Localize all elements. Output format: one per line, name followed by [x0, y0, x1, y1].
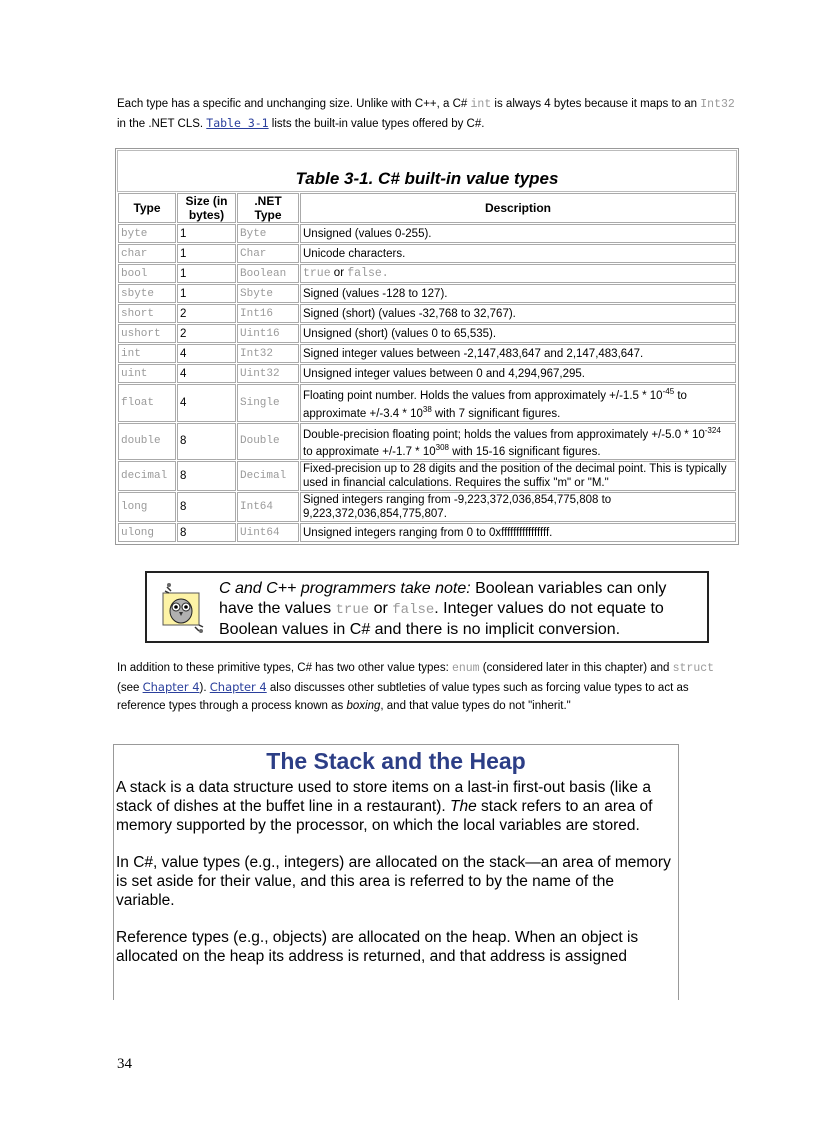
cell-type: double — [118, 423, 176, 461]
para-text: also discusses other subtleties of value types such as forcing value types to act as reference types through a process known as — [117, 682, 689, 712]
cell-type: bool — [118, 264, 176, 283]
table-row — [118, 324, 736, 343]
table-row — [118, 364, 736, 383]
header-net-type: .NET Type — [237, 193, 299, 223]
cell-size: 4 — [177, 344, 236, 363]
para-text: (see — [117, 682, 143, 694]
exponent: -45 — [662, 387, 675, 396]
cell-description: Unsigned (values 0-255). — [300, 224, 736, 243]
cell-size: 1 — [177, 264, 236, 283]
cell-type: char — [118, 244, 176, 263]
table-row — [118, 384, 736, 422]
code-false: false — [392, 602, 435, 618]
exponent: 308 — [435, 443, 450, 453]
sidebar-paragraph: In C#, value types (e.g., integers) are allocated on the stack—an area of memory is set aside for their value, and this area is referred to by the name of the variable. — [116, 854, 671, 909]
programmer-note-box — [145, 571, 709, 643]
intro-paragraph — [117, 95, 739, 133]
cell-description: Signed (short) (values -32,768 to 32,767). — [300, 304, 736, 323]
cell-type: short — [118, 304, 176, 323]
exponent: -324 — [704, 425, 721, 435]
code-enum: enum — [451, 662, 480, 675]
code-struct: struct — [672, 662, 715, 675]
cell-net-type: Char — [237, 244, 299, 263]
desc-text: with 15-16 significant figures. — [449, 446, 601, 459]
cell-type: ulong — [118, 523, 176, 542]
cell-net-type: Decimal — [237, 461, 299, 491]
cell-size: 8 — [177, 492, 236, 522]
cell-net-type: Uint16 — [237, 324, 299, 343]
cell-type: sbyte — [118, 284, 176, 303]
cell-description: Unsigned integers ranging from 0 to 0xffffffffffffffff. — [300, 523, 736, 542]
cell-net-type: Uint32 — [237, 364, 299, 383]
intro-text: lists the built-in value types offered by C#. — [268, 118, 485, 130]
note-body: or — [369, 600, 393, 617]
table-row — [118, 344, 736, 363]
table-3-1-link[interactable]: Table 3-1 — [206, 116, 269, 130]
cell-size: 8 — [177, 461, 236, 491]
cell-type: uint — [118, 364, 176, 383]
cell-description — [300, 264, 736, 283]
cell-description: Signed (values -128 to 127). — [300, 284, 736, 303]
note-text — [219, 579, 703, 640]
para-text: (considered later in this chapter) and — [479, 662, 673, 674]
code-int: int — [470, 98, 492, 111]
cell-net-type: Uint64 — [237, 523, 299, 542]
cell-size: 4 — [177, 364, 236, 383]
sidebar-paragraph — [116, 778, 676, 835]
desc-text: to approximate +/-3.4 * 10 — [303, 389, 687, 420]
desc-text: Double-precision floating point; holds the values from approximately +/-5.0 * 10 — [303, 428, 705, 441]
cell-description: Unicode characters. — [300, 244, 736, 263]
cell-type: byte — [118, 224, 176, 243]
intro-text: is always 4 bytes because it maps to an — [491, 98, 701, 110]
cell-type: ushort — [118, 324, 176, 343]
cell-net-type: Boolean — [237, 264, 299, 283]
desc-text: with 7 significant figures. — [431, 407, 561, 420]
desc-text: or — [330, 267, 348, 279]
cell-size: 2 — [177, 324, 236, 343]
cell-net-type: Int64 — [237, 492, 299, 522]
table-header-row — [118, 193, 736, 223]
header-description: Description — [300, 193, 736, 223]
intro-text: Each type has a specific and unchanging size. Unlike with C++, a C# — [117, 98, 471, 110]
intro-text: in the .NET CLS. — [117, 118, 207, 130]
value-types-table — [115, 148, 739, 545]
cell-net-type: Single — [237, 384, 299, 422]
exponent: 38 — [422, 404, 432, 414]
cell-size: 1 — [177, 244, 236, 263]
note-body: . Integer values do not equate to Boolean values in C# and there is no implicit conversion. — [219, 600, 664, 638]
cell-type: float — [118, 384, 176, 422]
cell-net-type: Int32 — [237, 344, 299, 363]
table-row — [118, 264, 736, 283]
table-caption: Table 3-1. C# built-in value types — [117, 150, 737, 192]
cell-size: 4 — [177, 384, 236, 422]
cell-net-type: Sbyte — [237, 284, 299, 303]
cell-size: 8 — [177, 523, 236, 542]
header-type: Type — [118, 193, 176, 223]
cell-description: Unsigned integer values between 0 and 4,294,967,295. — [300, 364, 736, 383]
table-row — [118, 423, 736, 461]
sidebar-text: A stack is a data structure used to store items on a last-in first-out basis (like a stack of dishes at the buffet line in a restaurant). — [116, 779, 651, 815]
cell-description: Signed integer values between -2,147,483,647 and 2,147,483,647. — [300, 344, 736, 363]
para-text: ). — [199, 682, 210, 694]
sidebar-emphasis: The — [450, 798, 477, 815]
sidebar-text: stack refers to an area of memory supported by the processor, on which the local variables are stored. — [116, 798, 653, 834]
table-row — [118, 492, 736, 522]
note-body: Boolean variables can only have the values — [219, 580, 667, 617]
cell-net-type: Int16 — [237, 304, 299, 323]
value-types-paragraph — [117, 659, 739, 715]
note-lead: C and C++ programmers take note: — [219, 580, 471, 597]
cell-description: Fixed-precision up to 28 digits and the position of the decimal point. This is typically used in financial calculations. Requires the suffix "m" or "M." — [300, 461, 736, 491]
cell-description: Signed integers ranging from -9,223,372,036,854,775,808 to 9,223,372,036,854,775,807. — [300, 492, 736, 522]
desc-text: . — [381, 267, 389, 280]
cell-size: 8 — [177, 423, 236, 461]
cell-type: long — [118, 492, 176, 522]
cell-net-type: Double — [237, 423, 299, 461]
cell-size: 1 — [177, 224, 236, 243]
sidebar-paragraph: Reference types (e.g., objects) are allocated on the heap. When an object is allocated on the heap its address is returned, and that address is assigned — [116, 929, 639, 965]
table-row — [118, 461, 736, 491]
cell-description — [300, 423, 736, 461]
boxing-term: boxing — [346, 700, 381, 712]
cell-description — [300, 384, 736, 422]
code-int32: Int32 — [700, 98, 735, 111]
code-false: false — [347, 267, 382, 280]
owl-icon — [155, 581, 207, 637]
table-row — [118, 304, 736, 323]
cell-net-type: Byte — [237, 224, 299, 243]
para-text: In addition to these primitive types, C# has two other value types: — [117, 662, 452, 674]
table-row — [118, 523, 736, 542]
para-text: , and that value types do not "inherit." — [380, 700, 571, 712]
desc-text: Floating point number. Holds the values from approximately +/-1.5 * 10 — [303, 389, 663, 402]
table-row — [118, 244, 736, 263]
header-size: Size (in bytes) — [177, 193, 236, 223]
stack-heap-sidebar — [113, 744, 679, 1000]
cell-type: decimal — [118, 461, 176, 491]
desc-text: to approximate +/-1.7 * 10 — [303, 446, 436, 459]
table-row — [118, 224, 736, 243]
cell-type: int — [118, 344, 176, 363]
value-types-grid — [117, 192, 737, 543]
cell-size: 2 — [177, 304, 236, 323]
page-number: 34 — [117, 1056, 132, 1072]
code-true: true — [335, 602, 370, 618]
cell-size: 1 — [177, 284, 236, 303]
chapter-4-link[interactable]: Chapter 4 — [209, 680, 267, 694]
code-true: true — [303, 267, 331, 280]
chapter-4-link[interactable]: Chapter 4 — [142, 680, 200, 694]
cell-description: Unsigned (short) (values 0 to 65,535). — [300, 324, 736, 343]
table-row — [118, 284, 736, 303]
sidebar-title: The Stack and the Heap — [266, 748, 526, 774]
